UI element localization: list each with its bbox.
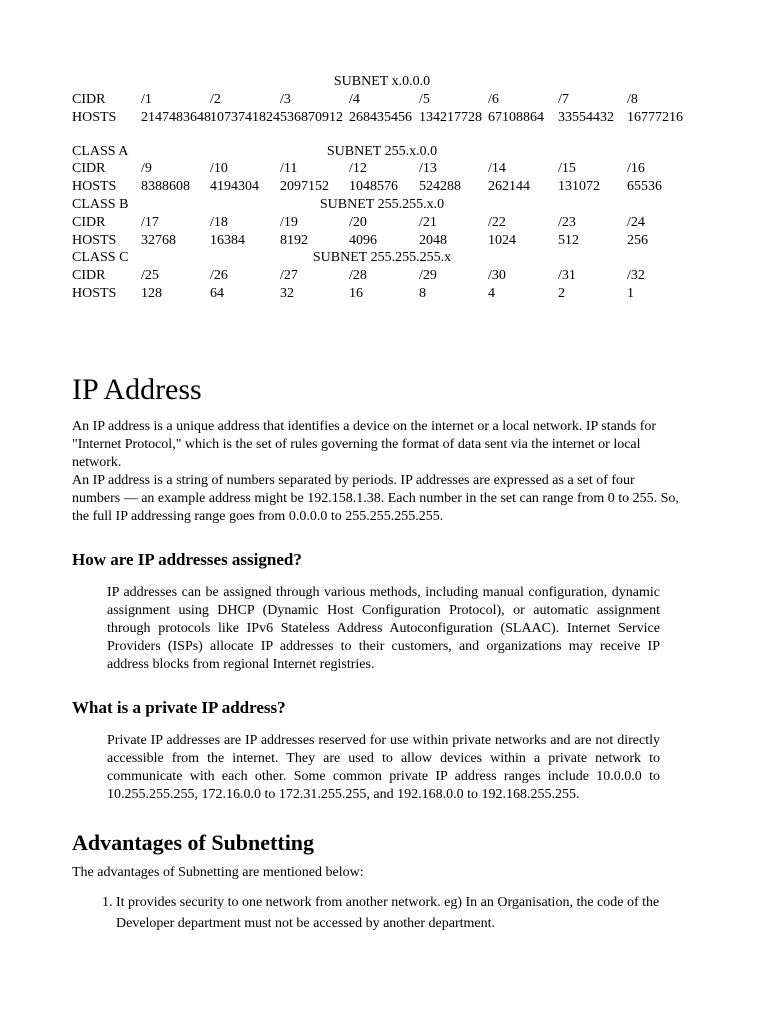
- hosts-cell: 32: [280, 285, 294, 301]
- hosts-cell: 268435456: [349, 109, 412, 125]
- class-row: [72, 143, 692, 161]
- subnet-title-a: SUBNET x.0.0.0: [333, 74, 431, 89]
- cidr-cell: /30: [488, 268, 506, 284]
- hosts-cell: 1024: [488, 232, 516, 248]
- hosts-cell: 16384: [210, 232, 245, 248]
- section-heading-assigned: How are IP addresses assigned?: [72, 550, 302, 569]
- hosts-cell: 2147483648: [141, 109, 211, 125]
- hosts-cell: 32768: [141, 232, 176, 248]
- hosts-cell: 2048: [419, 232, 447, 248]
- cidr-row: [72, 91, 692, 109]
- hosts-cell: 1048576: [349, 179, 398, 195]
- cidr-cell: /2: [210, 91, 221, 107]
- hosts-cell: 256: [627, 232, 648, 248]
- cidr-cell: /11: [280, 161, 298, 177]
- cidr-cell: /1: [141, 91, 152, 107]
- cidr-cell: /31: [558, 268, 576, 284]
- cidr-cell: /23: [558, 214, 576, 230]
- cidr-cell: /12: [349, 161, 367, 177]
- hosts-cell: 2097152: [280, 179, 329, 195]
- hosts-cell: 4194304: [210, 179, 259, 195]
- class-c-label: CLASS C: [72, 250, 129, 266]
- cidr-cell: /13: [419, 161, 437, 177]
- cidr-label: CIDR: [72, 91, 106, 107]
- private-paragraph: Private IP addresses are IP addresses reserved for use within private networks and are not directly accessible from the internet. They are used to allow devices within a private network to communicate with each other. Some common private IP address ranges include 10.0.0.0 to 10.255.255.255, 172.16.0.0 to 172.31.255.255, and 192.168.0.0 to 192.168.255.255.: [107, 733, 660, 802]
- cidr-cell: /5: [419, 91, 430, 107]
- hosts-label: HOSTS: [72, 285, 117, 301]
- hosts-cell: 512: [558, 232, 579, 248]
- cidr-cell: /9: [141, 161, 152, 177]
- hosts-row: [72, 109, 692, 143]
- hosts-label: HOSTS: [72, 232, 117, 248]
- intro-paragraph: An IP address is a string of numbers separated by periods. IP addresses are expressed as a set of four numbers — an example address might be 192.158.1.38. Each number in the set can range from 0 to 255. So, the full IP addressing range goes from 0.0.0.0 to 255.255.255.255.: [72, 473, 679, 524]
- hosts-cell: 8: [419, 285, 426, 301]
- hosts-cell: 536870912: [280, 109, 343, 125]
- intro-paragraph: An IP address is a unique address that identifies a device on the internet or a local network. IP stands for "Internet Protocol," which is the set of rules governing the format of data sent via the internet or local network.: [72, 419, 657, 470]
- class-a-label: CLASS A: [72, 143, 129, 159]
- hosts-cell: 64: [210, 285, 224, 301]
- hosts-label: HOSTS: [72, 179, 117, 195]
- cidr-cell: /32: [627, 268, 645, 284]
- subnet-table: [72, 73, 692, 303]
- cidr-cell: /18: [210, 214, 228, 230]
- cidr-cell: /28: [349, 268, 367, 284]
- cidr-cell: /22: [488, 214, 506, 230]
- class-row: [72, 249, 692, 267]
- hosts-cell: 67108864: [488, 109, 544, 125]
- advantages-list: [72, 892, 682, 934]
- class-b-label: CLASS B: [72, 196, 129, 212]
- cidr-row: [72, 214, 692, 232]
- hosts-cell: 4096: [349, 232, 377, 248]
- cidr-cell: /8: [627, 91, 638, 107]
- advantages-intro: The advantages of Subnetting are mentioned below:: [72, 865, 364, 880]
- hosts-cell: 131072: [558, 179, 600, 195]
- hosts-row: [72, 178, 692, 196]
- hosts-row: [72, 285, 692, 303]
- cidr-cell: /26: [210, 268, 228, 284]
- cidr-cell: /24: [627, 214, 645, 230]
- cidr-cell: /21: [419, 214, 437, 230]
- section-heading-advantages: Advantages of Subnetting: [72, 830, 315, 855]
- cidr-cell: /10: [210, 161, 228, 177]
- hosts-cell: 128: [141, 285, 162, 301]
- section-heading-private: What is a private IP address?: [72, 698, 286, 717]
- cidr-label: CIDR: [72, 214, 106, 230]
- cidr-cell: /17: [141, 214, 159, 230]
- hosts-cell: 1073741824: [210, 109, 280, 125]
- hosts-cell: 134217728: [419, 109, 482, 125]
- page-title: IP Address: [72, 373, 202, 406]
- article: [72, 372, 682, 934]
- cidr-cell: /29: [419, 268, 437, 284]
- cidr-cell: /15: [558, 161, 576, 177]
- cidr-cell: /3: [280, 91, 291, 107]
- subnet-title-c: SUBNET 255.255.x.0: [319, 196, 445, 212]
- list-item: 1. It provides security to one network from another network. eg) In an Organisation, the code of the Developer department must not be accessed by another department.: [116, 892, 682, 934]
- hosts-cell: 16: [349, 285, 363, 301]
- cidr-row: [72, 160, 692, 178]
- hosts-cell: 4: [488, 285, 495, 301]
- cidr-cell: /4: [349, 91, 360, 107]
- hosts-cell: 1: [627, 285, 634, 301]
- cidr-label: CIDR: [72, 268, 106, 284]
- hosts-cell: 8192: [280, 232, 308, 248]
- cidr-cell: /6: [488, 91, 499, 107]
- cidr-cell: /27: [280, 268, 298, 284]
- hosts-cell: 65536: [627, 179, 662, 195]
- subnet-title-d: SUBNET 255.255.255.x: [312, 250, 452, 266]
- class-row: [72, 196, 692, 214]
- hosts-cell: 2: [558, 285, 565, 301]
- cidr-cell: /16: [627, 161, 645, 177]
- cidr-cell: /7: [558, 91, 569, 107]
- hosts-row: [72, 232, 692, 250]
- cidr-label: CIDR: [72, 161, 106, 177]
- hosts-label: HOSTS: [72, 109, 117, 125]
- subnet-title-b: SUBNET 255.x.0.0: [326, 143, 438, 159]
- hosts-cell: 33554432: [558, 109, 614, 125]
- cidr-cell: /25: [141, 268, 159, 284]
- assigned-paragraph: IP addresses can be assigned through various methods, including manual configuration, dynamic assignment using DHCP (Dynamic Host Configuration Protocol), or automatic assignment through protocols like IPv6 Stateless Address Autoconfiguration (SLAAC). Internet Service Providers (ISPs) allocate IP addresses to their customers, and organizations may receive IP address blocks from regional Internet registries.: [107, 585, 660, 672]
- hosts-cell: 16777216: [627, 109, 683, 125]
- hosts-cell: 524288: [419, 179, 461, 195]
- subnet-title-row: [72, 73, 692, 91]
- hosts-cell: 8388608: [141, 179, 190, 195]
- cidr-cell: /20: [349, 214, 367, 230]
- cidr-cell: /19: [280, 214, 298, 230]
- cidr-cell: /14: [488, 161, 506, 177]
- hosts-cell: 262144: [488, 179, 530, 195]
- cidr-row: [72, 267, 692, 285]
